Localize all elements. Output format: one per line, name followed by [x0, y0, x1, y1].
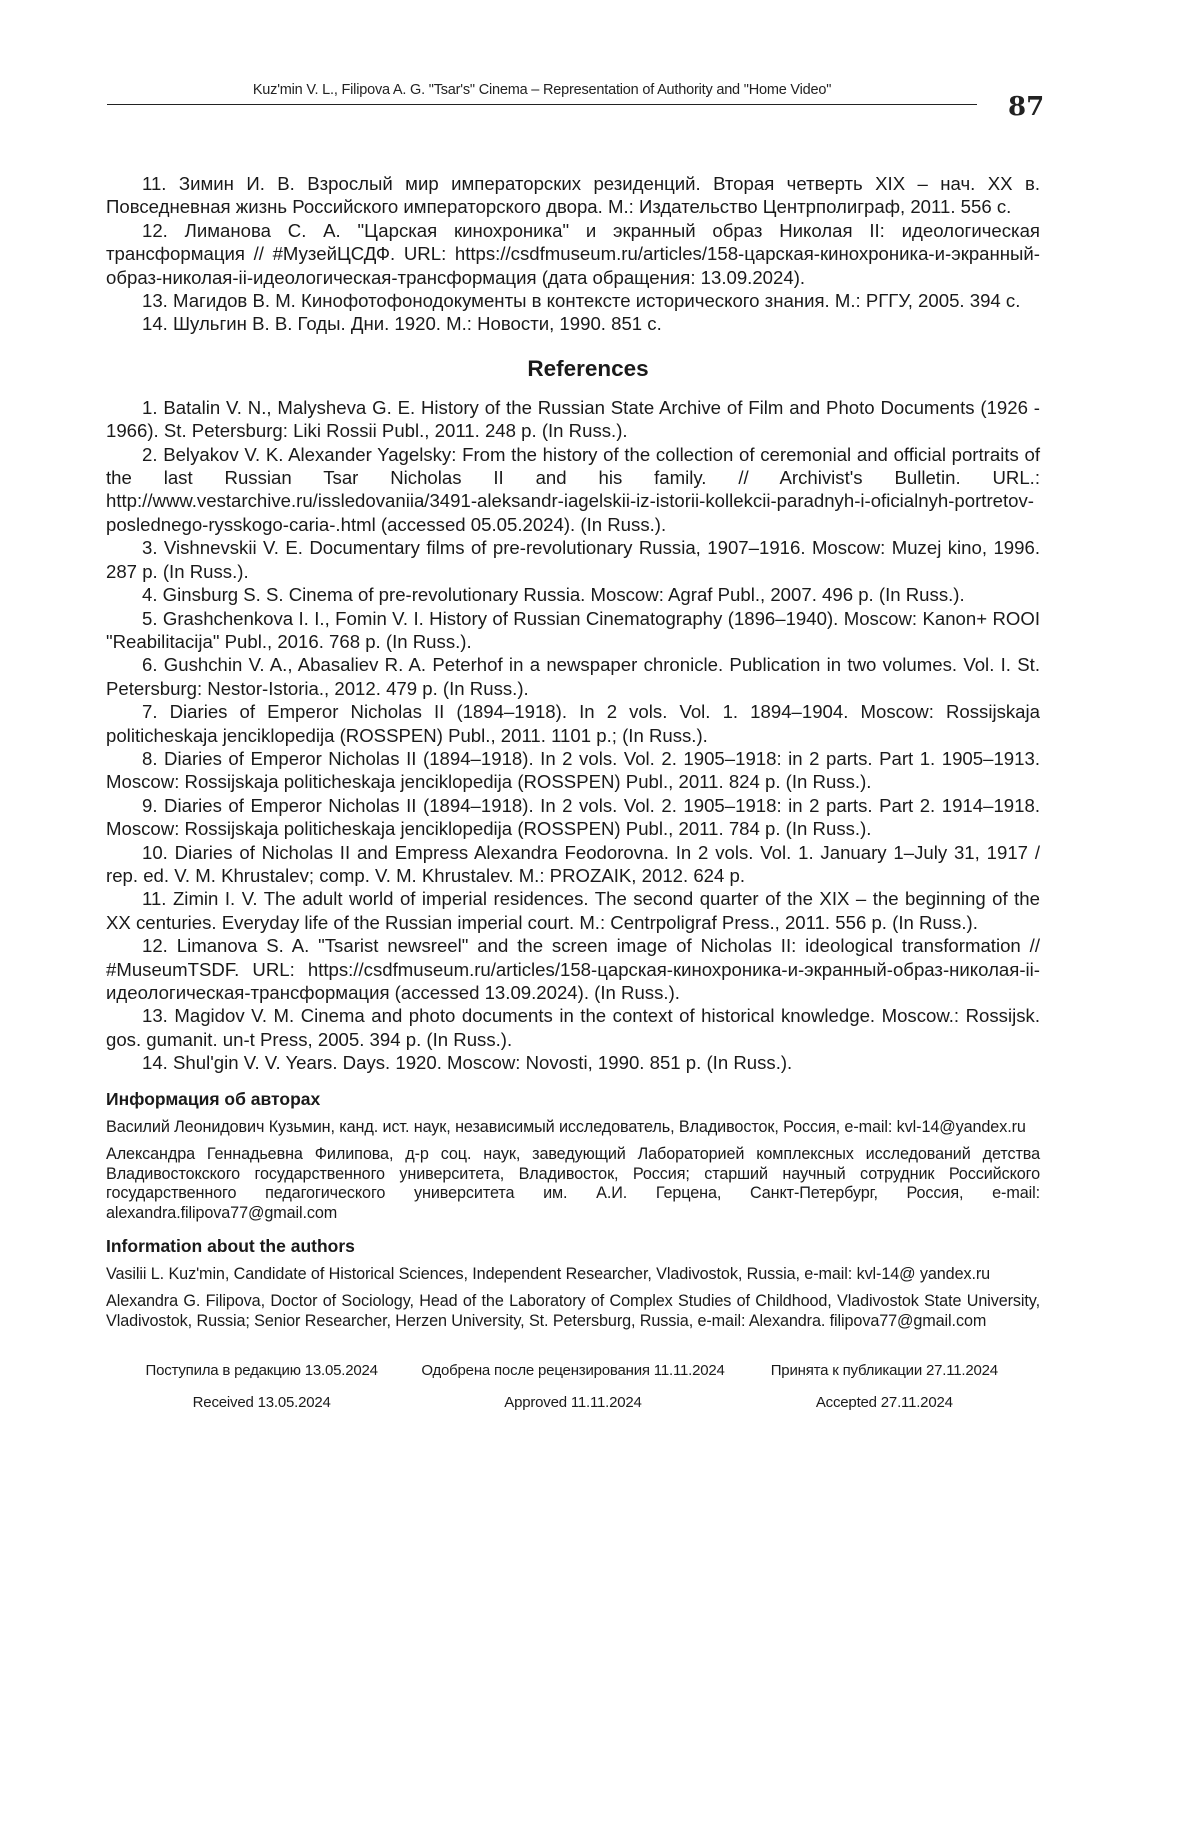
reference-8: 8. Diaries of Emperor Nicholas II (1894–1918). In 2 vols. Vol. 2. 1905–1918: in 2 parts. Part 1. 1905–1913. Moscow: Rossijskaja politicheskaja jenciklopedija (ROSSPEN) Publ., 2011. 824 p. (In Russ.). [106, 747, 1040, 793]
reference-5: 5. Grashchenkova I. I., Fomin V. I. History of Russian Cinematography (1896–1940). Moscow: Kanon+ ROOI "Reabilitacija" Publ., 2016. 768 p. (In Russ.). [106, 607, 1040, 652]
date-approved-ru: Одобрена после рецензирования 11.11.2024 [421, 1362, 725, 1380]
author-filipova-en: Alexandra G. Filipova, Doctor of Sociology, Head of the Laboratory of Complex Studies of Childhood, Vladivostok State University, Vladivostok, Russia; Senior Researcher, Herzen University, St. Petersburg, Russia, e-mail: Alexandra. filipova77@gmail.com [106, 1292, 1040, 1330]
russian-reference-list [106, 172, 1040, 336]
reference-3: 3. Vishnevskii V. E. Documentary films of pre-revolutionary Russia, 1907–1916. Moscow: Muzej kino, 1996. 287 p. (In Russ.). [106, 537, 1040, 582]
reference-1: 1. Batalin V. N., Malysheva G. E. History of the Russian State Archive of Film and Photo Documents (1926 - 1966). St. Petersburg: Liki Rossii Publ., 2011. 248 p. (In Russ.). [106, 396, 1040, 442]
ru-reference-11: 11. Зимин И. В. Взрослый мир императорских резиденций. Вторая четверть XIX – нач. XX в. Повседневная жизнь Российского императорского двора. М.: Издательство Центрполиграф, 2011. 556 с. [106, 173, 1040, 218]
ru-reference-14: 14. Шульгин В. В. Годы. Дни. 1920. М.: Новости, 1990. 851 с. [142, 313, 662, 335]
author-kuzmin-en: Vasilii L. Kuz'min, Candidate of Historical Sciences, Independent Researcher, Vladivostok, Russia, e-mail: kvl-14@ yandex.ru [106, 1264, 991, 1283]
reference-12: 12. Limanova S. A. "Tsarist newsreel" and the screen image of Nicholas II: ideological transformation // #MuseumTSDF. URL: https://csdfmuseum.ru/articles/158-царская-кинохроника-и-экранный-образ-николая-ii-идеологическая-трансформация (accessed 13.09.2024). (In Russ.). [106, 935, 1040, 1003]
date-approved-en: Approved 11.11.2024 [504, 1394, 642, 1412]
references-heading: References [527, 355, 649, 381]
reference-14: 14. Shul'gin V. V. Years. Days. 1920. Moscow: Novosti, 1990. 851 p. (In Russ.). [142, 1052, 793, 1074]
ru-reference-12: 12. Лиманова С. А. "Царская кинохроника" и экранный образ Николая II: идеологическая трансформация // #МузейЦСДФ. URL: https://csdfmuseum.ru/articles/158-царская-кинохроника-и-экранный-образ-николая-ii-идеологическая-трансформация (дата обращения: 13.09.2024). [106, 219, 1040, 288]
authors-info-en [106, 1236, 1040, 1332]
submission-dates [106, 1361, 1040, 1413]
reference-11: 11. Zimin I. V. The adult world of imperial residences. The second quarter of the XIX – the beginning of the XX centuries. Everyday life of the Russian imperial court. M.: Centrpoligraf Press., 2011. 556 p. (In Russ.). [106, 888, 1040, 933]
running-title: Kuz'min V. L., Filipova A. G. "Tsar's" Cinema – Representation of Authority and "Home Video" [107, 82, 977, 105]
dates-row-en [106, 1393, 1040, 1413]
references-section [106, 356, 1040, 1075]
reference-10: 10. Diaries of Nicholas II and Empress Alexandra Feodorovna. In 2 vols. Vol. 1. January 1–July 31, 1917 / rep. ed. V. M. Khrustalev; comp. V. M. Khrustalev. M.: PROZAIK, 2012. 624 p. [106, 841, 1040, 886]
date-received-en: Received 13.05.2024 [192, 1394, 331, 1412]
reference-7: 7. Diaries of Emperor Nicholas II (1894–1918). In 2 vols. Vol. 1. 1894–1904. Moscow: Rossijskaja politicheskaja jenciklopedija (ROSSPEN) Publ., 2011. 1101 p.; (In Russ.). [106, 701, 1040, 746]
reference-2: 2. Belyakov V. K. Alexander Yagelsky: From the history of the collection of ceremonial and official portraits of the last Russian Tsar Nicholas II and his family. // Archivist's Bulletin. URL.: http://www.vestarchive.ru/issledovaniia/3491-aleksandr-iagelskii-iz-istorii-kollekcii-paradnyh-i-oficialnyh-portretov-poslednego-rysskogo-caria-.html (accessed 05.05.2024). (In Russ.). [106, 443, 1040, 535]
authors-heading-en: Information about the authors [106, 1235, 355, 1256]
author-filipova-ru: Александра Геннадьевна Филипова, д-р соц. наук, заведующий Лабораторией комплексных исследований детства Владивостокского государственного университета, Владивосток, Россия; старший научный сотрудник Российского государственного педагогического университета им. А.И. Герцена, Санкт-Петербург, Россия, e-mail: alexandra.filipova77@gmail.com [106, 1145, 1040, 1222]
page-number: 87 [1008, 92, 1045, 122]
reference-6: 6. Gushchin V. A., Abasaliev R. A. Peterhof in a newspaper chronicle. Publication in two volumes. Vol. I. St. Petersburg: Nestor-Istoria., 2012. 479 p. (In Russ.). [106, 654, 1040, 699]
reference-9: 9. Diaries of Emperor Nicholas II (1894–1918). In 2 vols. Vol. 2. 1905–1918: in 2 parts. Part 2. 1914–1918. Moscow: Rossijskaja politicheskaja jenciklopedija (ROSSPEN) Publ., 2011. 784 p. (In Russ.). [106, 794, 1040, 840]
authors-info-ru [106, 1089, 1040, 1224]
date-accepted-en: Accepted 27.11.2024 [815, 1394, 953, 1412]
dates-row-ru [106, 1361, 1040, 1381]
ru-reference-13: 13. Магидов В. М. Кинофотофонодокументы в контексте исторического знания. М.: РГГУ, 2005. 394 с. [142, 290, 1021, 312]
date-accepted-ru: Принята к публикации 27.11.2024 [770, 1362, 998, 1380]
page-body [106, 172, 1040, 1413]
authors-heading-ru: Информация об авторах [106, 1088, 321, 1109]
reference-13: 13. Magidov V. M. Cinema and photo documents in the context of historical knowledge. Moscow.: Rossijsk. gos. gumanit. un-t Press, 2005. 394 p. (In Russ.). [106, 1005, 1040, 1050]
date-received-ru: Поступила в редакцию 13.05.2024 [145, 1362, 378, 1380]
reference-4: 4. Ginsburg S. S. Cinema of pre-revolutionary Russia. Moscow: Agraf Publ., 2007. 496 p. (In Russ.). [142, 584, 965, 606]
author-kuzmin-ru: Василий Леонидович Кузьмин, канд. ист. наук, независимый исследователь, Владивосток, Россия, e-mail: kvl-14@yandex.ru [106, 1117, 1026, 1136]
